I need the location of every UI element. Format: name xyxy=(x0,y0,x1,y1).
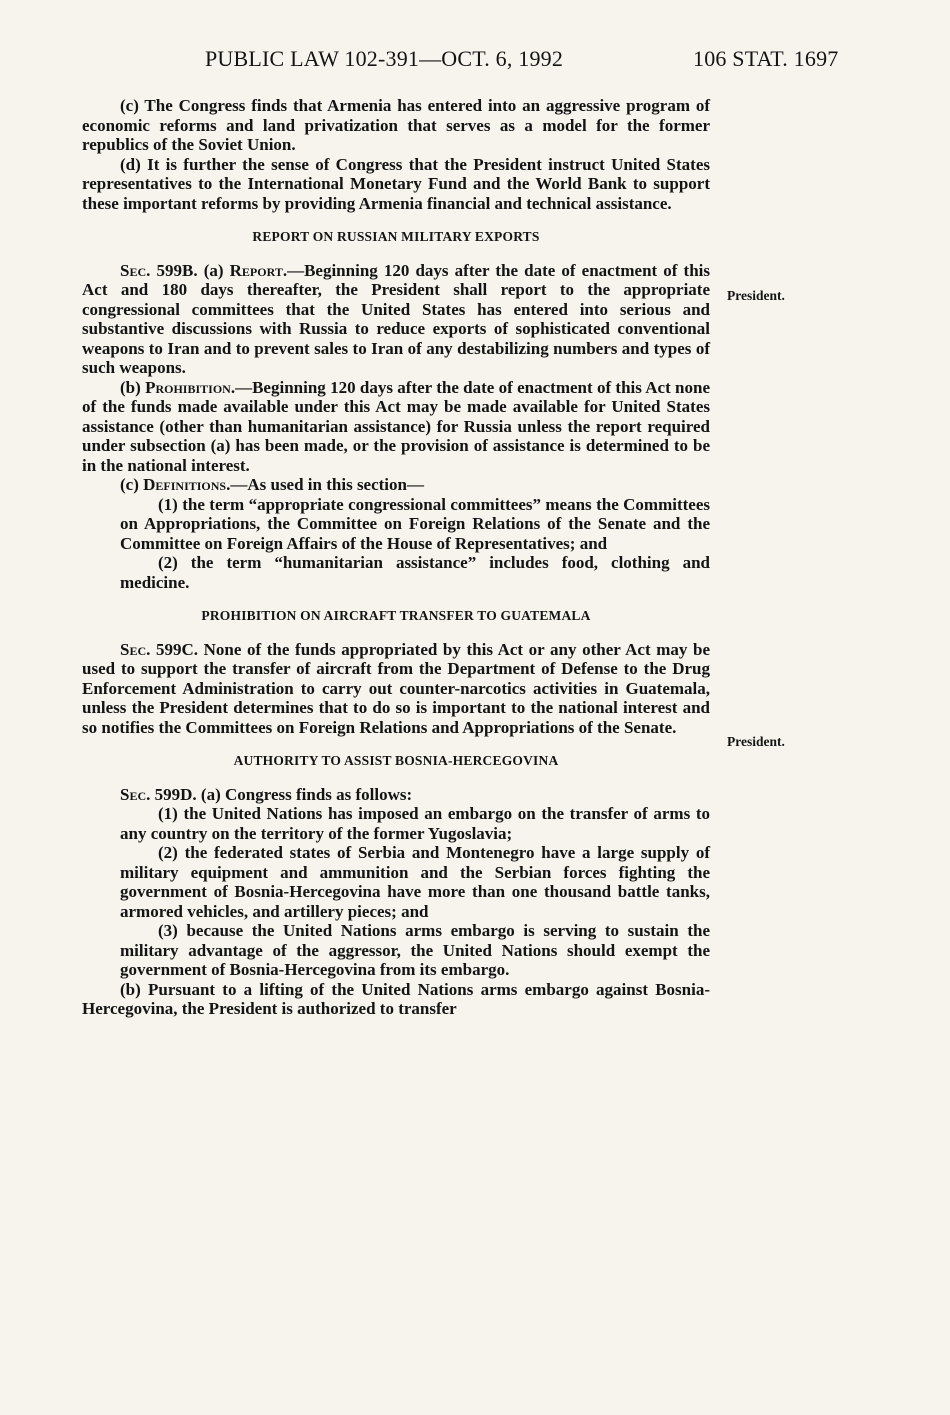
body-text xyxy=(82,96,710,1019)
section-heading-599b: REPORT ON RUSSIAN MILITARY EXPORTS xyxy=(252,229,540,244)
section-599d-b: (b) Pursuant to a lifting of the United Nations arms embargo against Bosnia-Hercegovina, the President is authorized to transfer xyxy=(82,979,710,1018)
definition-item-1: (1) the term “appropriate congressional committees” means the Committees on Appropriations, the Committee on Foreign Relations of the Senate and the Committee on Foreign Affairs of the House of Representatives; and xyxy=(120,494,710,553)
finding-item-1: (1) the United Nations has imposed an embargo on the transfer of arms to any country on the territory of the former Yugoslavia; xyxy=(120,804,710,843)
definition-item-2: (2) the term “humanitarian assistance” includes food, clothing and medicine. xyxy=(120,553,710,592)
section-label: Sec. 599B. xyxy=(120,260,198,280)
section-heading-599c: PROHIBITION ON AIRCRAFT TRANSFER TO GUATEMALA xyxy=(201,608,591,623)
section-599b-a xyxy=(82,261,710,378)
running-header-title: PUBLIC LAW 102-391—OCT. 6, 1992 xyxy=(205,46,564,71)
finding-item-2: (2) the federated states of Serbia and Montenegro have a large supply of military equipment and ammunition and the Serbian forces fighting the government of Bosnia-Hercegovina have more than one thousand battle tanks, armored vehicles, and artillery pieces; and xyxy=(120,843,710,921)
subsection-caption: Report. xyxy=(229,260,288,280)
margin-note-599c: President. xyxy=(727,734,785,749)
subsection-text: —Beginning 120 days after the date of enactment of this Act and 180 days thereafter, the President shall report to the appropriate congressional committees that the United States has entered into serious and substantive discussions with Russia to reduce exports of sophisticated conventional weapons to Iran and to prevent sales to Iran of any destabilizing numbers and types of such weapons. xyxy=(82,260,711,377)
subsection-text: —Beginning 120 days after the date of enactment of this Act none of the funds made available under this Act may be made available for United States assistance (other than humanitarian assistance) for Russia unless the report required under subsection (a) has been made, or the provision of assistance is determined to be in the national interest. xyxy=(82,377,711,475)
section-599c xyxy=(82,640,710,738)
section-599d-a xyxy=(82,785,710,805)
subsection-caption: Prohibition. xyxy=(145,377,236,397)
section-label: Sec. 599D. xyxy=(120,784,197,804)
subsection-prefix: (b) xyxy=(120,377,141,397)
subsection-text: —As used in this section— xyxy=(230,475,424,494)
finding-item-3: (3) because the United Nations arms embargo is serving to sustain the military advantage of the aggressor, the United Nations should exempt the government of Bosnia-Hercegovina from its embargo. xyxy=(120,921,710,979)
subsection-prefix: (a) xyxy=(203,260,224,280)
section-label: Sec. 599C. xyxy=(120,639,199,659)
subsection-text: (a) Congress finds as follows: xyxy=(200,784,413,804)
paragraph-armenia-c: (c) The Congress finds that Armenia has entered into an aggressive program of economic reforms and land privatization that serves as a model for the former republics of the Soviet Union. xyxy=(82,96,710,154)
section-heading-599d: AUTHORITY TO ASSIST BOSNIA-HERCEGOVINA xyxy=(233,753,559,768)
subsection-caption: Definitions. xyxy=(143,475,231,494)
paragraph-armenia-d: (d) It is further the sense of Congress that the President instruct United States representatives to the International Monetary Fund and the World Bank to support these important reforms by providing Armenia financial and technical assistance. xyxy=(82,154,710,213)
running-header-stat: 106 STAT. 1697 xyxy=(693,46,839,71)
subsection-prefix: (c) xyxy=(120,475,139,494)
section-599b-b xyxy=(82,378,710,476)
margin-note-599b: President. xyxy=(727,288,785,303)
section-text: None of the funds appropriated by this Act or any other Act may be used to support the transfer of aircraft from the Department of Defense to the Drug Enforcement Administration to carry out counter-narcotics activities in Guatemala, unless the President determines that to do so is important to the national interest and so notifies the Committees on Foreign Relations and Appropriations of the Senate. xyxy=(82,639,711,737)
section-599b-c xyxy=(82,475,710,495)
